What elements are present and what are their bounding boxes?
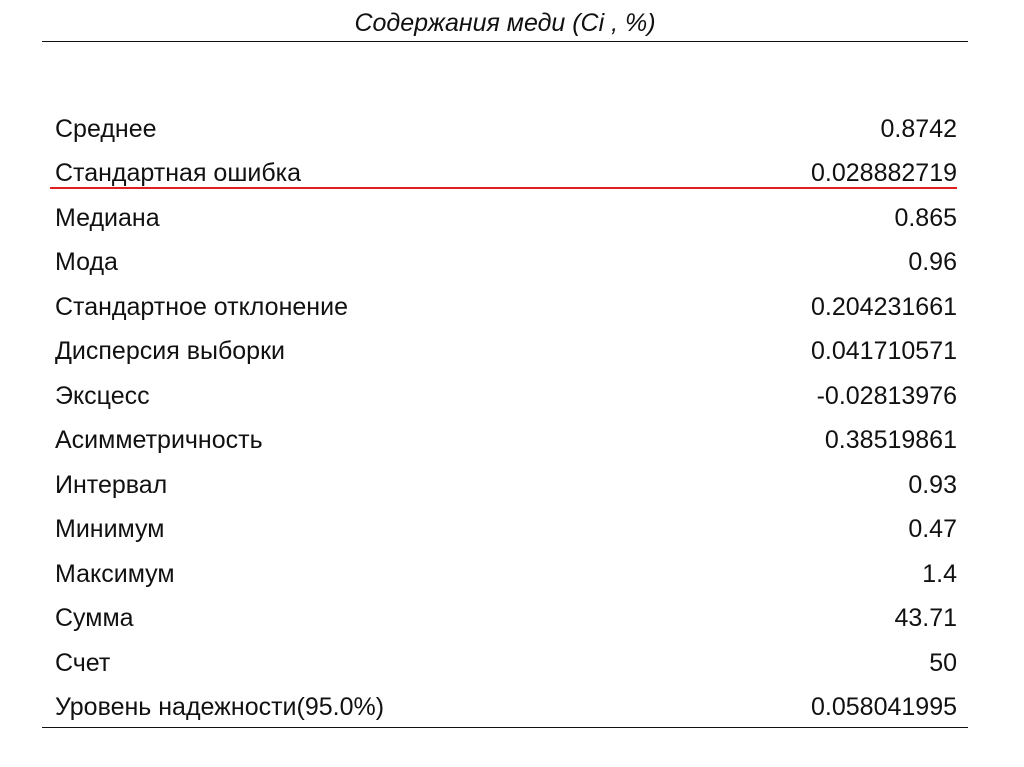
descriptive-statistics-table xyxy=(55,107,957,730)
stat-label: Медиана xyxy=(55,203,160,232)
stat-value: 0.028882719 xyxy=(811,159,957,188)
stat-value: 0.204231661 xyxy=(811,292,957,321)
table-row xyxy=(55,552,957,597)
stat-value: 0.058041995 xyxy=(811,693,957,722)
stat-value: 0.041710571 xyxy=(811,337,957,366)
stat-value: 50 xyxy=(929,648,957,677)
stat-label: Дисперсия выборки xyxy=(55,337,285,366)
stat-value: 0.96 xyxy=(908,248,957,277)
stat-label: Стандартная ошибка xyxy=(55,159,302,188)
stat-label: Счет xyxy=(55,648,111,677)
table-row xyxy=(55,241,957,286)
stat-label: Стандартное отклонение xyxy=(55,292,348,321)
table-row xyxy=(55,152,957,197)
stat-value: 1.4 xyxy=(922,559,957,588)
table-row xyxy=(55,285,957,330)
table-row xyxy=(55,508,957,553)
table-row xyxy=(55,419,957,464)
table-row xyxy=(55,463,957,508)
stat-value: 0.47 xyxy=(908,515,957,544)
stat-label: Среднее xyxy=(55,114,157,143)
table-row xyxy=(55,641,957,686)
table-row xyxy=(55,597,957,642)
table-row xyxy=(55,330,957,375)
stat-label: Максимум xyxy=(55,559,175,588)
stat-value: 0.38519861 xyxy=(824,426,957,455)
stat-value: 0.865 xyxy=(894,203,957,232)
stat-label: Уровень надежности(95.0%) xyxy=(55,693,385,722)
table-row xyxy=(55,374,957,419)
stat-value: 43.71 xyxy=(894,604,957,633)
title-divider xyxy=(42,41,968,42)
table-row xyxy=(55,686,957,731)
table-row xyxy=(55,196,957,241)
stat-value: 0.93 xyxy=(908,470,957,499)
table-row xyxy=(55,107,957,152)
stat-value: -0.02813976 xyxy=(816,381,957,410)
table-bottom-rule xyxy=(42,727,968,728)
highlight-underline xyxy=(50,187,957,189)
stat-label: Минимум xyxy=(55,515,165,544)
stat-value: 0.8742 xyxy=(880,114,957,143)
page-title: Содержания меди (Ci , %) xyxy=(354,9,656,37)
stat-label: Интервал xyxy=(55,470,168,499)
stat-label: Эксцесс xyxy=(55,381,150,410)
stat-label: Мода xyxy=(55,248,118,277)
stat-label: Сумма xyxy=(55,604,134,633)
stat-label: Асимметричность xyxy=(55,426,263,455)
